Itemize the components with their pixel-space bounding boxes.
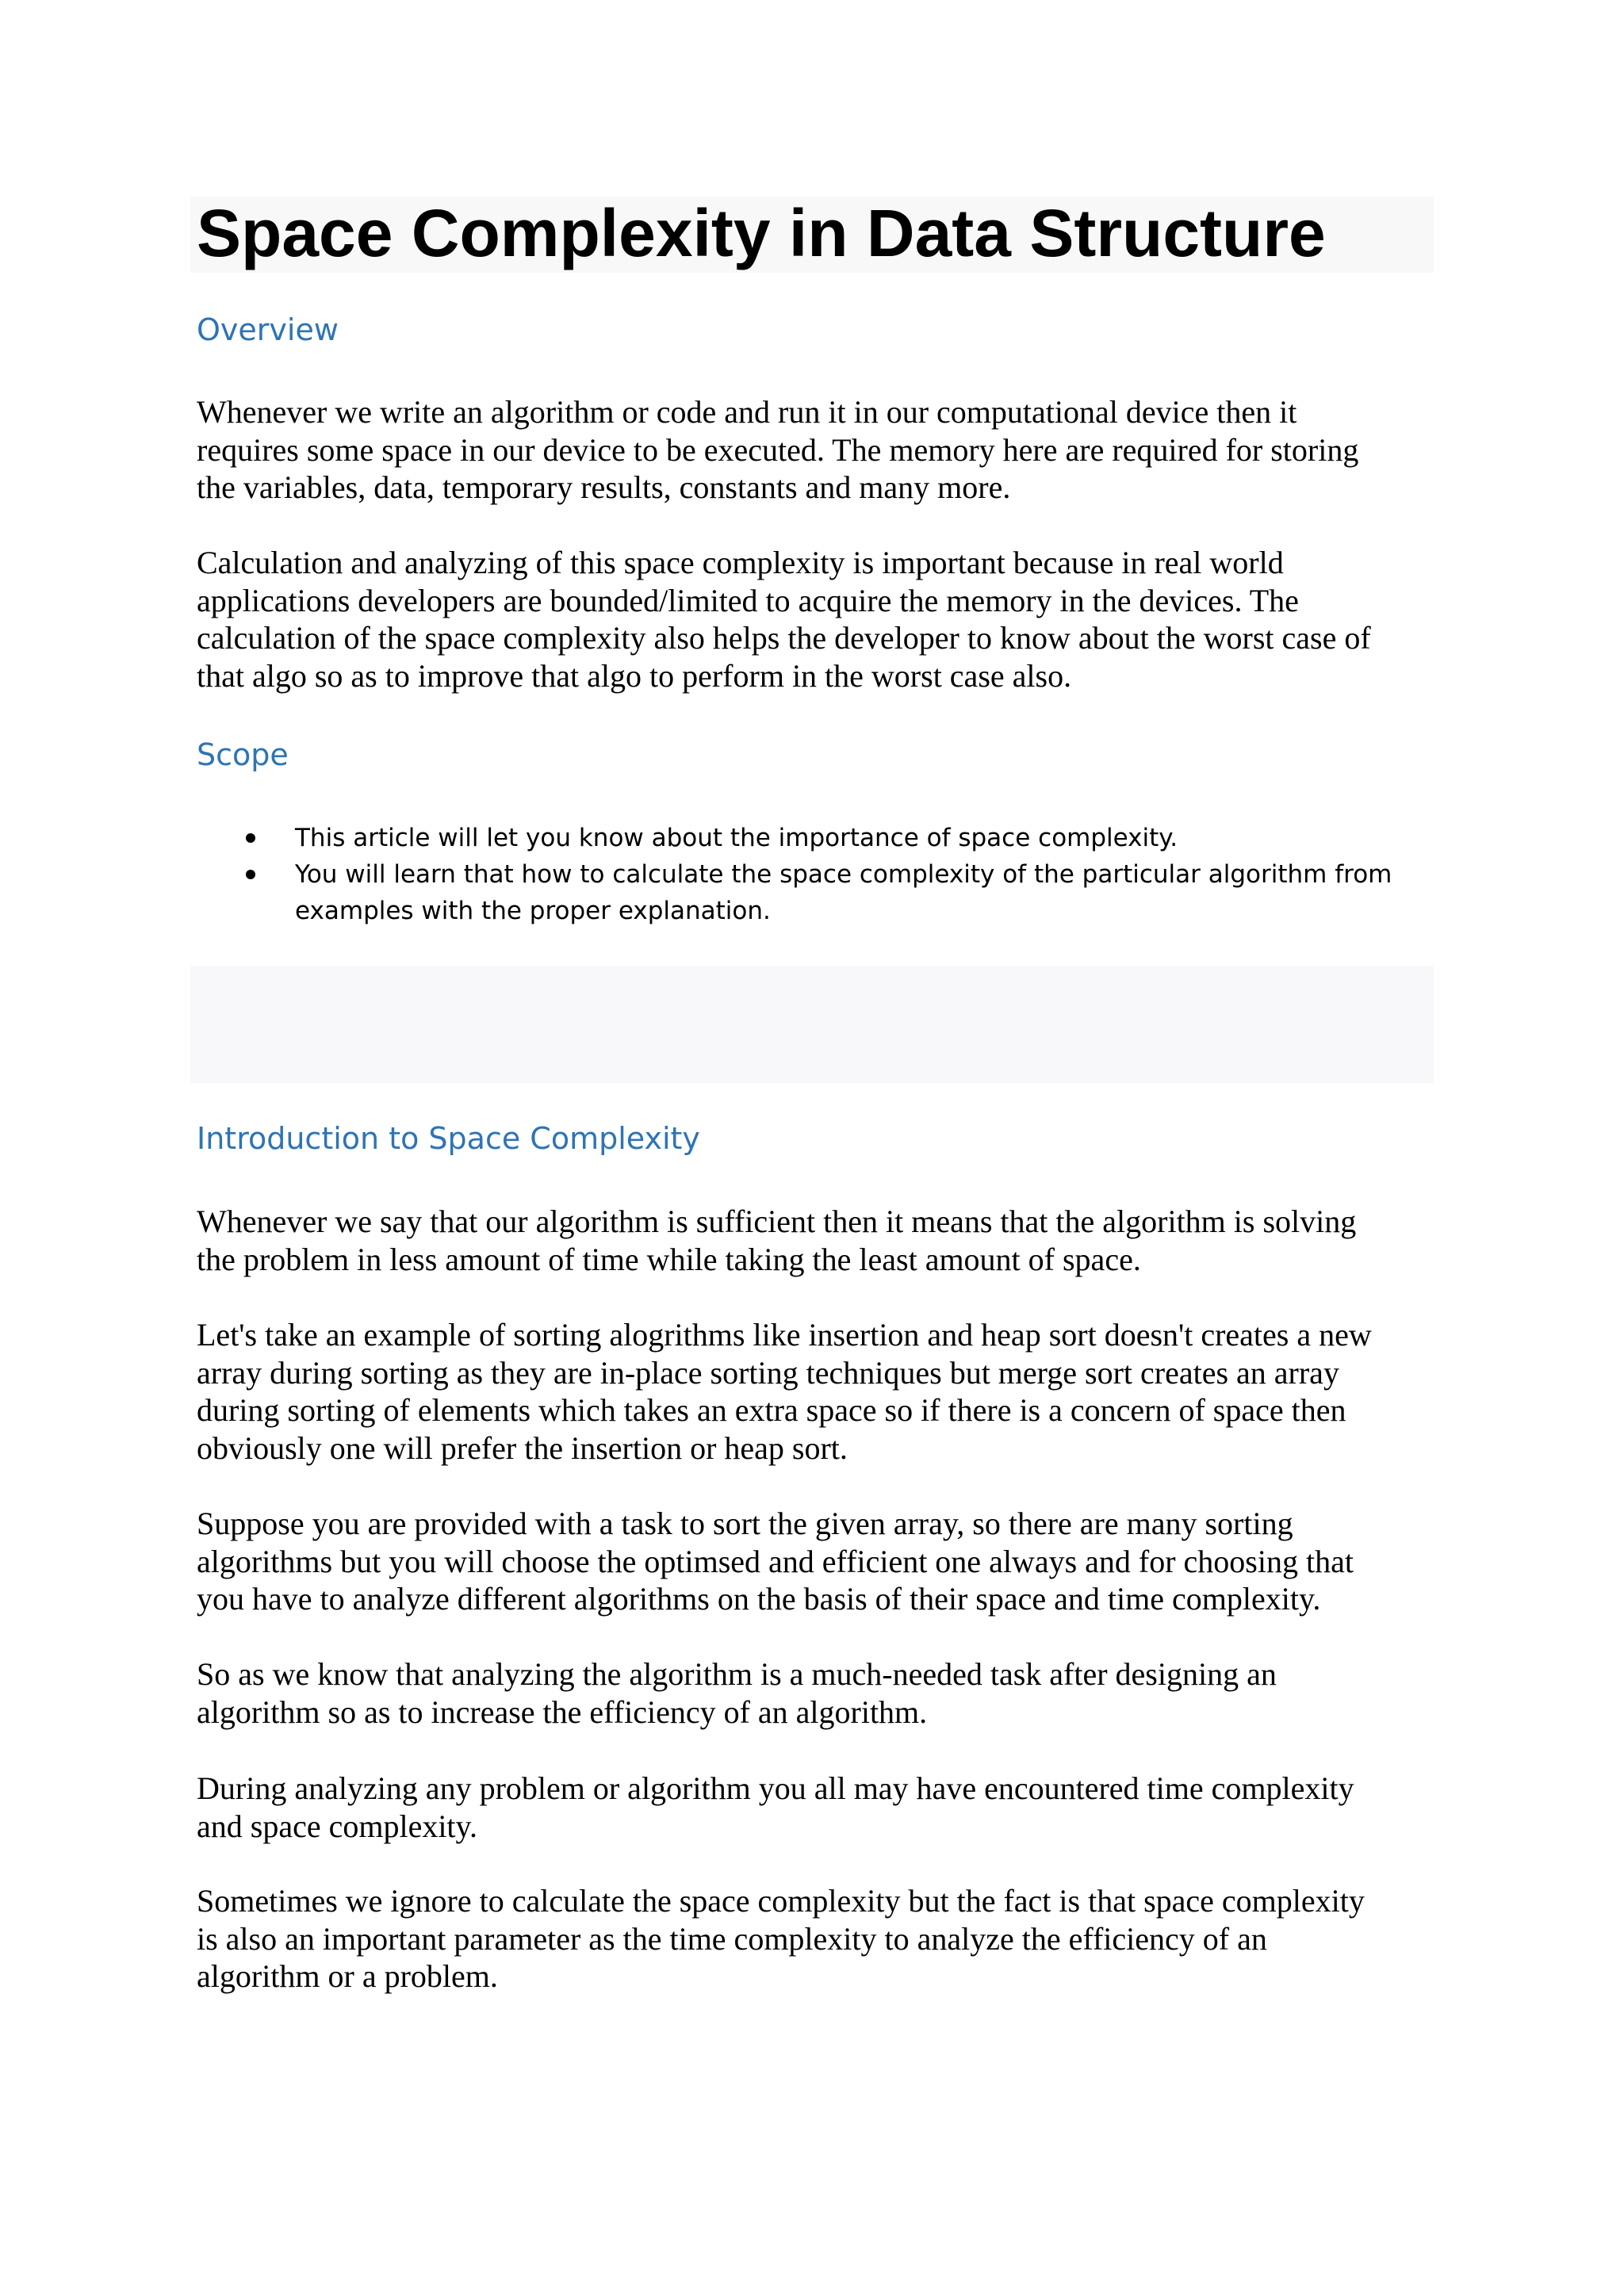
page-title: Space Complexity in Data Structure <box>197 196 1326 270</box>
intro-paragraph-6: Sometimes we ignore to calculate the space complexity but the fact is that space complexity is also an important parameter as the time complexity to analyze the efficiency of an algorithm or a problem. <box>197 1883 1365 1994</box>
bullet-icon <box>246 833 255 843</box>
intro-paragraph-5: During analyzing any problem or algorithm you all may have encountered time complexity and space complexity. <box>197 1770 1354 1844</box>
intro-paragraph-2: Let's take an example of sorting alogrithms like insertion and heap sort doesn't creates a new array during sorting as they are in-place sorting techniques but merge sort creates an array during sorting of elements which takes an extra space so if there is a concern of space then obviously one will prefer the insertion or heap sort. <box>197 1317 1372 1466</box>
overview-paragraph-1: Whenever we write an algorithm or code and run it in our computational device then it requires some space in our device to be executed. The memory here are required for storing the variables, data, temporary results, constants and many more. <box>197 394 1359 505</box>
scope-heading: Scope <box>197 737 289 772</box>
intro-paragraph-3: Suppose you are provided with a task to sort the given array, so there are many sorting algorithms but you will choose the optimsed and efficient one always and for choosing that you have to analyze different algorithms on the basis of their space and time complexity. <box>197 1506 1354 1617</box>
list-item: You will learn that how to calculate the space complexity of the particular algorithm from examples with the proper explanation. <box>197 856 1418 929</box>
intro-paragraph-4: So as we know that analyzing the algorithm is a much-needed task after designing an algorithm so as to increase the efficiency of an algorithm. <box>197 1656 1277 1730</box>
list-item: This article will let you know about the importance of space complexity. <box>197 820 1418 856</box>
overview-heading: Overview <box>197 312 339 347</box>
bullet-icon <box>246 870 255 879</box>
scope-bullet-list <box>197 820 1418 929</box>
overview-paragraph-2: Calculation and analyzing of this space complexity is important because in real world applications developers are bounded/limited to acquire the memory in the devices. The calculation of the space complexity also helps the developer to know about the worst case of that algo so as to improve that algo to perform in the worst case also. <box>197 545 1371 694</box>
intro-paragraph-1: Whenever we say that our algorithm is sufficient then it means that the algorithm is solving the problem in less amount of time while taking the least amount of space. <box>197 1203 1357 1277</box>
intro-heading: Introduction to Space Complexity <box>197 1121 700 1156</box>
blank-shaded-block <box>190 966 1434 1083</box>
